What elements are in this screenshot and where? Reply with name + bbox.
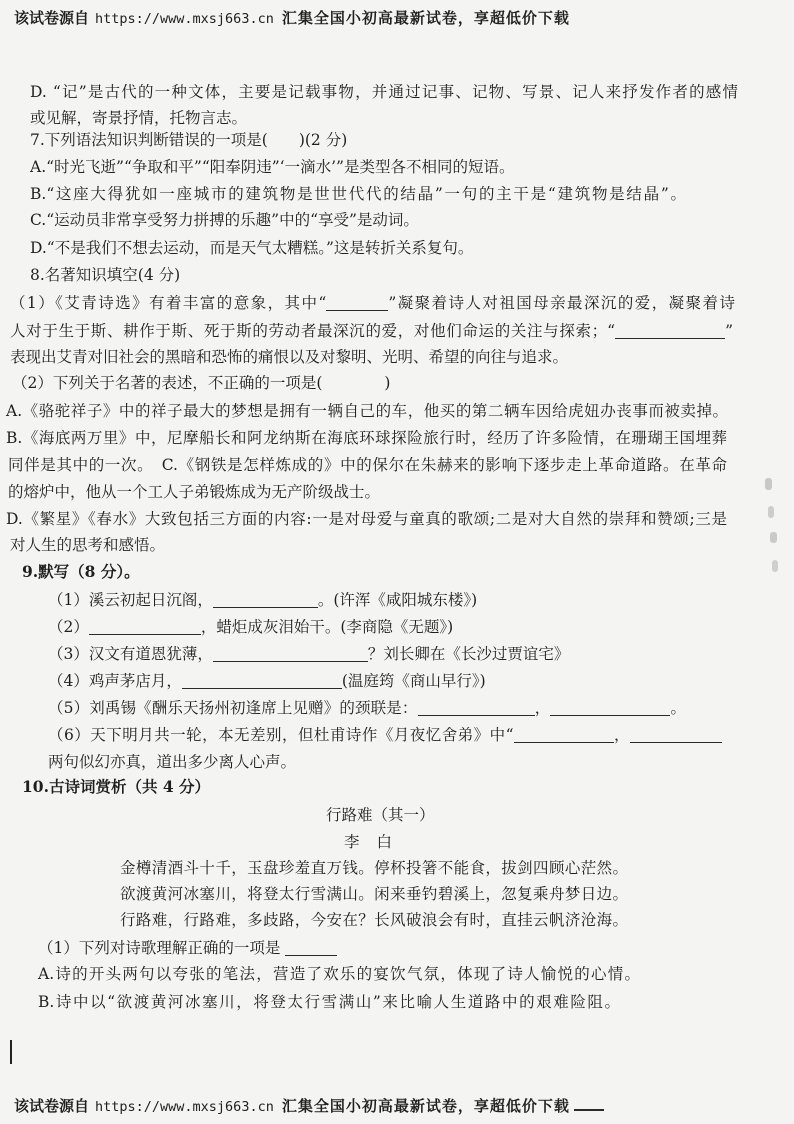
answer-blank xyxy=(89,620,201,635)
scan-mark xyxy=(768,506,774,518)
q9-item-3 xyxy=(48,644,569,664)
scan-mark xyxy=(772,560,778,572)
q9-item-text: ，蜡炬成灰泪始干。(李商隐《无题》) xyxy=(200,618,454,636)
answer-blank xyxy=(285,941,337,956)
q7-option-d: D.“不是我们不想去运动，而是天气太糟糕。”这是转折关系复句。 xyxy=(30,239,474,257)
answer-blank xyxy=(550,701,670,716)
q9-item-6-cont: 两句似幻亦真，道出多少离人心声。 xyxy=(48,753,297,771)
q8-part2-option-b: B.《海底两万里》中，尼摩船长和阿龙纳斯在海底环球探险旅行时，经历了许多险情，在珊瑚王国埋葬 xyxy=(6,429,727,447)
scan-mark xyxy=(10,1040,12,1064)
q9-item-4 xyxy=(48,671,486,691)
answer-blank xyxy=(213,647,368,662)
q7-option-a: A.“时光飞逝”“争取和平”“阳奉阴违”‘一滴水’”是类型各不相同的短语。 xyxy=(30,158,515,176)
footer-rule xyxy=(574,1109,604,1111)
q8-part2-stem: （2）下列关于名著的表述，不正确的一项是( ) xyxy=(12,374,391,392)
poem-title: 行路难（其一） xyxy=(326,806,435,824)
q9-item-text: （5）刘禹锡《酬乐天扬州初逢席上见赠》的颈联是： xyxy=(48,699,418,717)
source-footer-url: https://www.mxsj663.cn xyxy=(95,1099,274,1115)
answer-blank xyxy=(418,701,535,716)
q9-stem: 9.默写（8 分）。 xyxy=(22,562,140,581)
q8-part1-text: （1）《艾青诗选》有着丰富的意象，其中“ xyxy=(10,294,327,312)
q9-item-text: （2） xyxy=(48,618,89,636)
q8-part1-text: 人对于生于斯、耕作于斯、死于斯的劳动者最深沉的爱，对他们命运的关注与探索；“ xyxy=(10,322,616,340)
q9-item-6 xyxy=(48,725,722,745)
q9-item-text: （1）溪云初起日沉阁， xyxy=(48,591,213,609)
q9-item-text: ？刘长卿在《长沙过贾谊宅》 xyxy=(367,645,570,663)
q8-part1-line-3: 表现出艾青对旧社会的黑暗和恐怖的痛恨以及对黎明、光明、希望的向往与追求。 xyxy=(10,348,569,366)
q9-item-5 xyxy=(48,698,686,718)
q8-part2-option-b-c: 同伴是其中的一次。 C.《钢铁是怎样炼成的》中的保尔在朱赫来的影响下逐步走上革命道路。在革命 xyxy=(8,456,727,474)
q10-sub1-text: （1）下列对诗歌理解正确的一项是 xyxy=(38,939,286,957)
q8-part1-line-1 xyxy=(10,293,735,313)
q6-option-d-line-1: D. “记”是古代的一种文体，主要是记载事物，并通过记事、记物、写景、记人来抒发作者的感情 xyxy=(30,83,738,101)
q9-item-text: ， xyxy=(534,699,551,717)
q7-option-c: C.“运动员非常享受努力拼搏的乐趣”中的“享受”是动词。 xyxy=(30,211,419,229)
q8-part2-option-a: A.《骆驼祥子》中的祥子最大的梦想是拥有一辆自己的车，他买的第二辆车因给虎妞办丧事而被卖掉。 xyxy=(6,402,728,420)
q9-item-text: （6）天下明月共一轮，本无差别，但杜甫诗作《月夜忆舍弟》中“ xyxy=(48,726,514,744)
source-footer xyxy=(14,1096,570,1116)
source-header-suffix: 汇集全国小初高最新试卷，享超低价下载 xyxy=(281,9,570,27)
q8-part2-option-d-cont: 对人生的思考和感悟。 xyxy=(10,536,166,554)
answer-blank xyxy=(182,674,342,689)
q8-part2-option-c-cont: 的熔炉中，他从一个工人子弟锻炼成为无产阶级战士。 xyxy=(8,483,381,501)
answer-blank xyxy=(326,296,388,311)
poem-line-2: 欲渡黄河冰塞川，将登太行雪满山。闲来垂钓碧溪上，忽复乘舟梦日边。 xyxy=(120,885,628,903)
poem-line-1: 金樽清酒斗十千，玉盘珍羞直万钱。停杯投箸不能食，拔剑四顾心茫然。 xyxy=(120,859,628,877)
q10-sub1-option-a: A.诗的开头两句以夸张的笔法，营造了欢乐的宴饮气氛，体现了诗人愉悦的心情。 xyxy=(38,965,640,983)
q8-part1-line-2 xyxy=(10,321,733,341)
q9-item-text: 。 xyxy=(670,699,686,717)
q9-item-text: （3）汉文有道恩犹薄， xyxy=(48,645,213,663)
answer-blank xyxy=(514,728,614,743)
q9-item-1 xyxy=(48,590,477,610)
source-header-prefix: 该试卷源自 xyxy=(14,9,90,27)
scan-mark xyxy=(770,532,777,543)
q10-sub1-stem xyxy=(38,938,337,958)
poem-line-3: 行路难，行路难，多歧路，今安在？长风破浪会有时，直挂云帆济沧海。 xyxy=(120,911,628,929)
q9-item-text: （4）鸡声茅店月， xyxy=(48,672,182,690)
q9-item-2 xyxy=(48,617,453,637)
q10-sub1-option-b: B.诗中以“欲渡黄河冰塞川，将登太行雪满山”来比喻人生道路中的艰难险阻。 xyxy=(38,993,620,1011)
source-header-url: https://www.mxsj663.cn xyxy=(95,11,274,27)
answer-blank xyxy=(630,728,722,743)
scan-mark xyxy=(765,478,772,490)
q8-part2-option-d: D.《繁星》《春水》大致包括三方面的内容:一是对母爱与童真的歌颂;二是对大自然的崇拜和赞颂;三是 xyxy=(6,510,727,528)
q6-option-d-line-2: 或见解，寄景抒情，托物言志。 xyxy=(30,109,248,127)
q7-stem: 7.下列语法知识判断错误的一项是( )(2 分) xyxy=(30,131,348,149)
source-footer-suffix: 汇集全国小初高最新试卷，享超低价下载 xyxy=(281,1097,570,1115)
source-footer-prefix: 该试卷源自 xyxy=(14,1097,90,1115)
q9-item-text: 。(许浑《咸阳城东楼》) xyxy=(317,591,478,609)
source-header xyxy=(14,8,570,28)
q9-item-text: (温庭筠《商山早行》) xyxy=(341,672,486,690)
q8-part1-text: ”凝聚着诗人对祖国母亲最深沉的爱，凝聚着诗 xyxy=(388,294,735,312)
poem-author: 李 白 xyxy=(344,833,392,851)
q8-part1-text: ” xyxy=(725,322,733,340)
q10-stem: 10.古诗词赏析（共 4 分） xyxy=(22,777,211,796)
answer-blank xyxy=(213,593,318,608)
answer-blank xyxy=(615,324,725,339)
q8-stem: 8.名著知识填空(4 分) xyxy=(30,266,181,284)
q9-item-text: ， xyxy=(613,726,630,744)
q7-option-b: B.“这座大得犹如一座城市的建筑物是世世代代的结晶”一句的主干是“建筑物是结晶”。 xyxy=(30,185,686,203)
